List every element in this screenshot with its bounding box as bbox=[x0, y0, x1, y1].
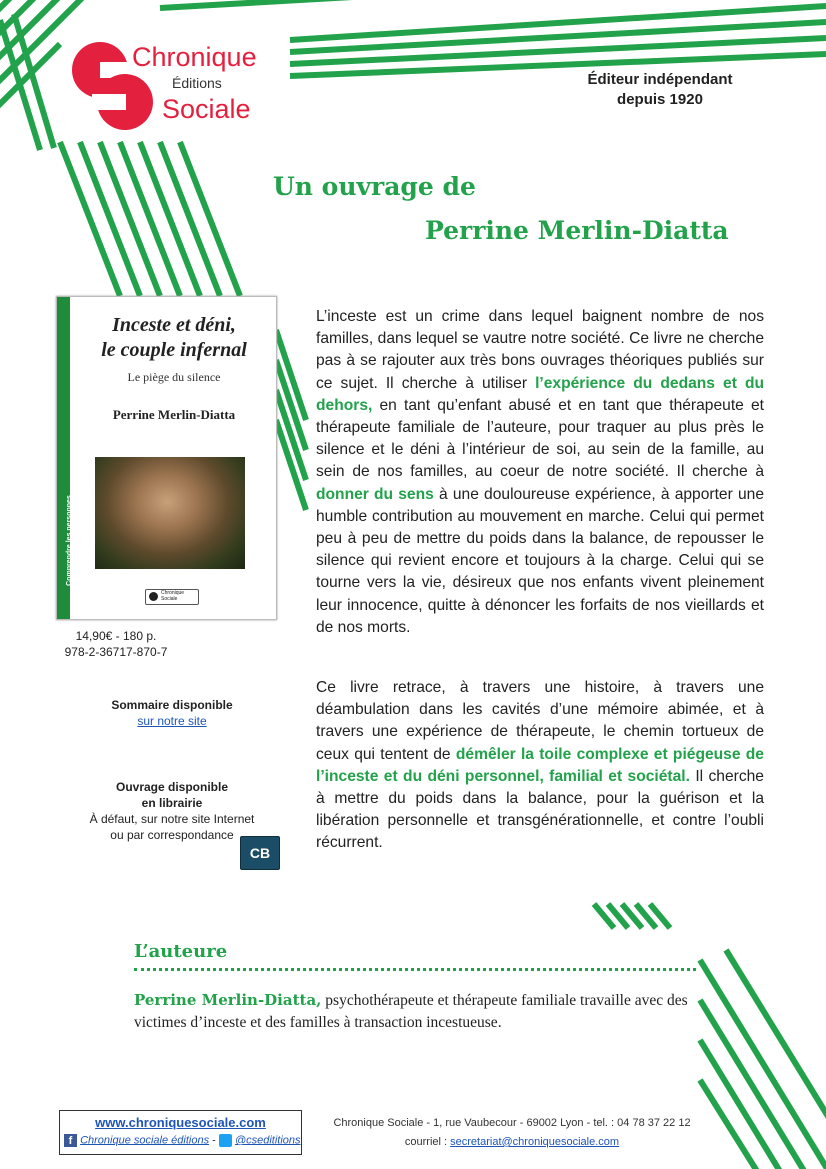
availability-block bbox=[66, 779, 278, 843]
tagline-line2: depuis 1920 bbox=[617, 91, 703, 108]
heading-line1: Un ouvrage de bbox=[273, 172, 476, 201]
logo-word-editions: Éditions bbox=[172, 75, 222, 91]
facebook-icon: f bbox=[64, 1134, 77, 1147]
book-isbn: 978-2-36717-870-7 bbox=[64, 645, 168, 659]
p1-text-c: à une douloureuse expérience, à apporter une humble contribution au mouvement en marche. Celui qui permet peu à peu de mettre du poids dans la balance, de repousser le silence qui revient encore et toujours à la charge. Celui qui se tourne vers la vie, désireux que nos enfants vivent pleinement leur innocence, quitte à dénoncer les forfaits de nos vieillards et de nos morts. bbox=[316, 485, 764, 636]
cover-logo-icon bbox=[149, 592, 158, 601]
twitter-icon bbox=[219, 1134, 232, 1147]
availability-line1: Ouvrage disponible bbox=[115, 780, 229, 794]
social-separator: - bbox=[212, 1134, 216, 1147]
p1-highlight-2: donner du sens bbox=[316, 485, 434, 503]
email-link[interactable]: secretariat@chroniquesociale.com bbox=[450, 1136, 620, 1148]
tagline-line1: Éditeur indépendant bbox=[587, 71, 733, 88]
cover-publisher-line1: Chronique bbox=[161, 590, 185, 596]
p2-text-a: Ce livre retrace, à travers une histoire, à travers une déambulation dans les cavités d’une mémoire abimée, et à travers une expérience de thérapeute, le chemin tortueux de ceux qui tentent de bbox=[316, 679, 764, 763]
p2-text-b: Il cherche à mettre du poids dans la balance, pour la guérison et la libération personnelle et transgénérationnelle, et contre l’oubli récurrent. bbox=[316, 767, 764, 852]
auteure-bio bbox=[134, 989, 704, 1034]
footer-links-box bbox=[59, 1110, 302, 1155]
sommaire-link[interactable]: sur notre site bbox=[137, 714, 207, 728]
cover-title bbox=[75, 313, 273, 363]
cover-doll-image bbox=[95, 457, 245, 569]
p1-text-b: en tant qu’enfant abusé et en tant que thérapeute et thérapeute familiale de l’auteure, pour traquer au plus près le silence et le déni à l’intérieur de soi, au sein de la famille, au sein de nos familles, au coeur de notre société. Il cherche à bbox=[316, 396, 764, 481]
cover-title-line1: Inceste et déni, bbox=[112, 314, 236, 336]
book-info bbox=[56, 628, 176, 660]
p1-text-a: L’inceste est un crime dans lequel baignent nombre de nos familles, dans lequel se vautre notre société. Ce livre ne cherche pas à se rajouter aux très bons ouvrages théoriques publiés sur ce sujet. Il cherche à utiliser bbox=[316, 308, 764, 392]
social-links bbox=[60, 1134, 301, 1147]
cover-collection: Comprendre les personnes bbox=[66, 495, 73, 586]
logo-word-chronique: Chronique bbox=[132, 42, 257, 72]
p1-highlight-1: l’expérience du dedans et du dehors, bbox=[316, 374, 765, 414]
heading-author: Perrine Merlin-Diatta bbox=[425, 216, 729, 245]
cover-publisher-badge bbox=[145, 589, 199, 605]
credit-card-icon: CB bbox=[240, 836, 280, 870]
website-link[interactable]: www.chroniquesociale.com bbox=[95, 1115, 266, 1130]
auteure-description: psychothérapeute et thérapeute familiale travaille avec des victimes d’inceste et des familles à transaction incestueuse. bbox=[134, 992, 688, 1031]
description-paragraph-2 bbox=[316, 677, 764, 855]
description-paragraph-1 bbox=[316, 306, 764, 639]
book-price: 14,90€ - 180 p. bbox=[75, 629, 157, 643]
auteure-heading: L’auteure bbox=[134, 941, 228, 962]
cover-publisher-text bbox=[161, 590, 184, 602]
availability-line3: À défaut, sur notre site Internet bbox=[89, 812, 255, 826]
sommaire-block bbox=[86, 697, 258, 729]
logo-word-sociale: Sociale bbox=[162, 94, 251, 124]
sommaire-title: Sommaire disponible bbox=[111, 698, 233, 712]
footer-address bbox=[318, 1114, 706, 1152]
cover-author: Perrine Merlin-Diatta bbox=[112, 407, 236, 422]
availability-line2: en librairie bbox=[141, 796, 203, 810]
cover-subtitle: Le piège du silence bbox=[127, 370, 221, 384]
auteure-dotted-divider bbox=[134, 968, 696, 971]
facebook-link[interactable]: Chronique sociale éditions bbox=[80, 1134, 210, 1147]
publisher-tagline bbox=[560, 70, 760, 110]
p2-highlight: démêler la toile complexe et piégeuse de l’inceste et du déni personnel, familial et sociétal. bbox=[316, 745, 764, 785]
availability-line4: ou par correspondance bbox=[110, 828, 234, 842]
address-line: Chronique Sociale - 1, rue Vaubecour - 69002 Lyon - tel. : 04 78 37 22 12 bbox=[333, 1117, 691, 1129]
auteure-name: Perrine Merlin-Diatta, bbox=[134, 991, 322, 1009]
cover-title-line2: le couple infernal bbox=[101, 339, 247, 361]
cover-publisher-line2: Sociale bbox=[161, 596, 178, 602]
publisher-logo bbox=[70, 40, 280, 135]
book-cover bbox=[56, 296, 277, 620]
email-label: courriel : bbox=[404, 1136, 448, 1148]
twitter-link[interactable]: @csedititions bbox=[234, 1134, 301, 1147]
